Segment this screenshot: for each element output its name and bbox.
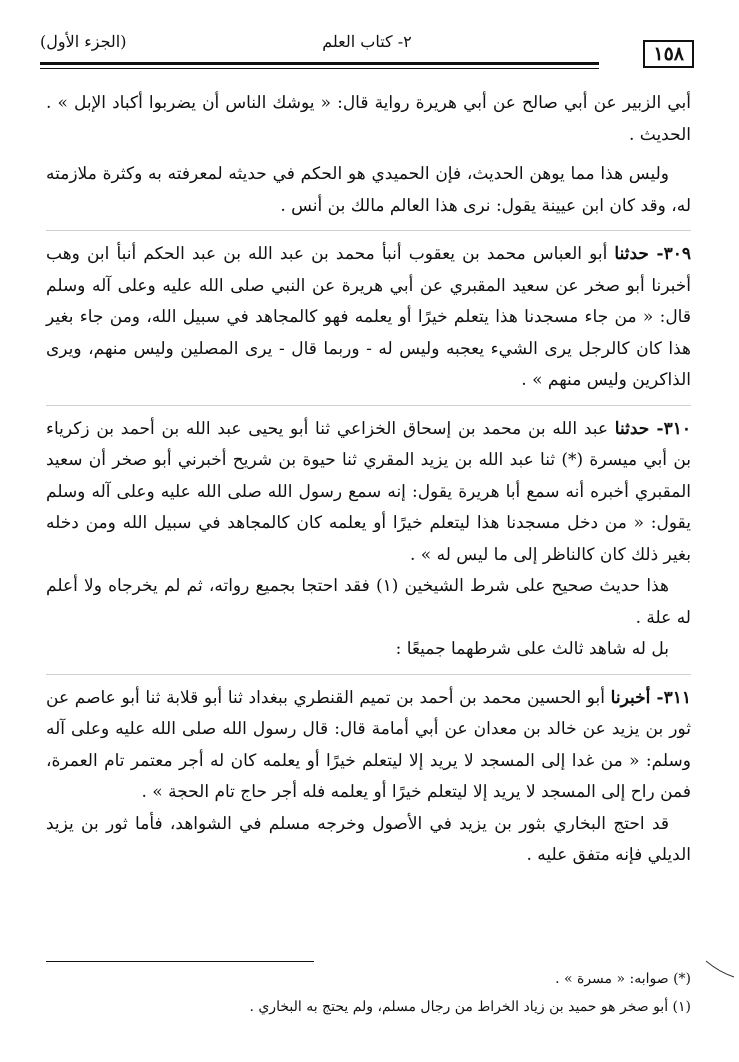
hadith-opening: حدثنا bbox=[614, 418, 650, 439]
volume-label: (الجزء الأول) bbox=[40, 32, 127, 51]
paragraph-commentary: وليس هذا مما يوهن الحديث، فإن الحميدي هو الحكم في حديثه لمعرفته به وكثرة ملازمته له، وقد كان ابن عيينة يقول: نرى هذا العالم مالك بن أنس . bbox=[46, 164, 691, 216]
separator bbox=[46, 405, 691, 406]
paragraph-continuation: أبي الزبير عن أبي صالح عن أبي هريرة رواية قال: « يوشك الناس أن يضربوا أكباد الإبل » . الحديث . bbox=[46, 93, 691, 145]
header-rule-thin bbox=[40, 68, 599, 69]
hadith-number: ٣١٠- bbox=[649, 418, 691, 439]
main-text bbox=[46, 88, 691, 872]
hadith-number: ٣٠٩- bbox=[648, 244, 691, 264]
separator bbox=[46, 674, 691, 675]
hadith-309 bbox=[46, 239, 691, 397]
separator bbox=[46, 230, 691, 231]
footnotes bbox=[46, 965, 691, 1021]
footnote-1: (١) أبو صخر هو حميد بن زياد الخراط من رجال مسلم، ولم يحتج به البخاري . bbox=[249, 999, 691, 1015]
paragraph-witness: بل له شاهد ثالث على شرطهما جميعًا : bbox=[395, 639, 669, 659]
running-header bbox=[40, 28, 694, 65]
header-rule-thick bbox=[40, 62, 599, 65]
paragraph-authentication: هذا حديث صحيح على شرط الشيخين (١) فقد احتجا بجميع رواته، ثم لم يخرجاه ولا أعلم له علة . bbox=[46, 576, 691, 628]
hadith-text: عبد الله بن محمد بن إسحاق الخزاعي ثنا أبو يحيى عبد الله بن أحمد بن زكرياء بن أبي ميسرة (*) ثنا عبد الله بن يزيد المقري ثنا حيوة بن شريح أخبرني أبو صخر أن سعيد المقبري أخبره أنه سمع أبا هريرة يقول: إنه سمع رسول الله صلى الله عليه وعلى آله وسلم يقول: « من دخل مسجدنا هذا ليتعلم خيرًا أو يعلمه كان كالمجاهد في سبيل الله ومن دخله بغير ذلك كان كالناظر إلى ما ليس له » . bbox=[46, 418, 691, 565]
hadith-text: أبو الحسين محمد بن أحمد بن تميم القنطري ببغداد ثنا أبو قلابة ثنا أبو عاصم عن ثور بن يزيد عن خالد بن معدان عن أبي أمامة قال: قال رسول الله صلى الله عليه وعلى آله وسلم: « من غدا إلى المسجد لا يريد إلا ليتعلم خيرًا أو يعلمه كان له أجر معتمر تام العمرة، فمن راح إلى المسجد لا يريد إلا ليتعلم خيرًا أو يعلمه فله أجر حاج تام الحجة » . bbox=[46, 687, 691, 802]
hadith-opening: أخبرنا bbox=[610, 687, 651, 708]
hadith-311 bbox=[46, 683, 691, 809]
hadith-opening: حدثنا bbox=[614, 244, 649, 264]
paragraph-closing: قد احتج البخاري بثور بن يزيد في الأصول وخرجه مسلم في الشواهد، فأما ثور بن يزيد الديلي فإنه متفق عليه . bbox=[46, 813, 691, 865]
footnote-star: (*) صوابه: « مسرة » . bbox=[555, 971, 691, 987]
pen-stroke-mark bbox=[705, 960, 735, 978]
footnote-rule bbox=[46, 961, 314, 962]
hadith-number: ٣١١- bbox=[650, 687, 691, 708]
hadith-text: أبو العباس محمد بن يعقوب أنبأ محمد بن عبد الله بن عبد الحكم أنبأ ابن وهب أخبرنا أبو صخر عن سعيد المقبري عن أبي هريرة عن النبي صلى الله عليه وعلى آله وسلم قال: « من جاء مسجدنا هذا يتعلم خيرًا أو يعلمه فهو كالمجاهد في سبيل الله، ومن جاء بغير هذا كان كالرجل يرى الشيء يعجبه وليس له - وربما قال - يرى المصلين وليس منهم، ويرى الذاكرين وليس منهم » . bbox=[46, 244, 691, 390]
page-number: ١٥٨ bbox=[643, 40, 694, 68]
chapter-title: ٢- كتاب العلم bbox=[322, 32, 412, 51]
hadith-310 bbox=[46, 414, 691, 572]
